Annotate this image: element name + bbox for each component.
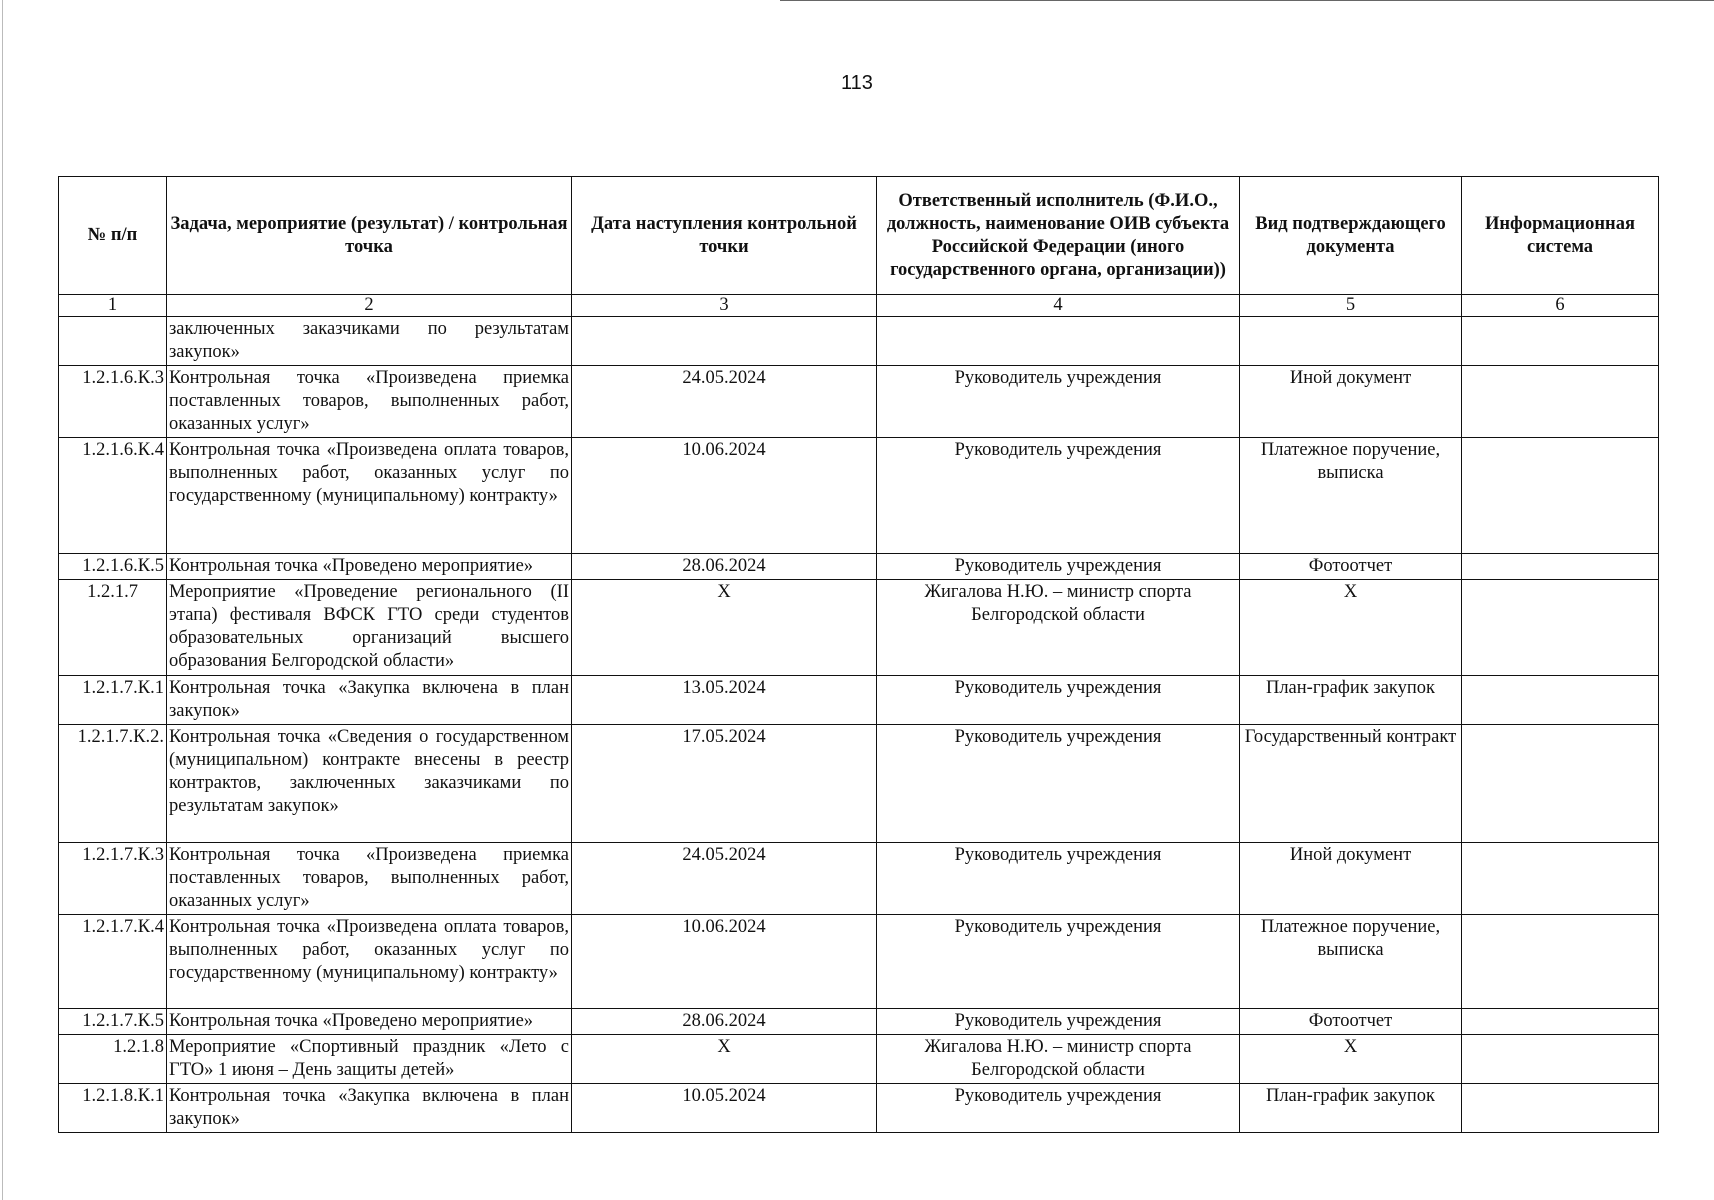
row-number: 1.2.1.8 — [59, 1035, 167, 1084]
row-info-system — [1462, 1009, 1659, 1035]
row-responsible — [877, 317, 1240, 366]
row-info-system — [1462, 366, 1659, 438]
row-number: 1.2.1.7.К.1 — [59, 676, 167, 725]
row-responsible: Руководитель учреждения — [877, 366, 1240, 438]
row-number: 1.2.1.7.К.5 — [59, 1009, 167, 1035]
row-info-system — [1462, 1035, 1659, 1084]
row-number: 1.2.1.7.К.4 — [59, 915, 167, 1009]
row-task: Контрольная точка «Сведения о государственном (муниципальном) контракте внесены в реестр контрактов, заключенных заказчиками по результатам закупок» — [167, 725, 572, 843]
page-number: 113 — [841, 72, 873, 94]
row-responsible: Руководитель учреждения — [877, 438, 1240, 554]
row-info-system — [1462, 1084, 1659, 1133]
row-number — [59, 317, 167, 366]
page-edge-line — [780, 0, 1714, 1]
table-row — [59, 915, 1659, 1009]
row-date: 10.06.2024 — [572, 438, 877, 554]
row-responsible: Жигалова Н.Ю. – министр спорта Белгородской области — [877, 580, 1240, 676]
row-task: Контрольная точка «Произведена оплата товаров, выполненных работ, оказанных услуг по государственному (муниципальному) контракту» — [167, 438, 572, 554]
column-number: 3 — [572, 295, 877, 317]
row-number: 1.2.1.6.К.5 — [59, 554, 167, 580]
row-doc-type: X — [1240, 1035, 1462, 1084]
row-date: 28.06.2024 — [572, 1009, 877, 1035]
row-date: X — [572, 580, 877, 676]
row-responsible: Руководитель учреждения — [877, 915, 1240, 1009]
row-number: 1.2.1.7.К.2. — [59, 725, 167, 843]
row-date: 24.05.2024 — [572, 366, 877, 438]
row-task: Контрольная точка «Проведено мероприятие» — [167, 554, 572, 580]
row-info-system — [1462, 554, 1659, 580]
row-task: Контрольная точка «Произведена приемка поставленных товаров, выполненных работ, оказанных услуг» — [167, 843, 572, 915]
row-date: 13.05.2024 — [572, 676, 877, 725]
header-info-system: Информационная система — [1462, 177, 1659, 295]
row-number: 1.2.1.6.К.4 — [59, 438, 167, 554]
row-responsible: Руководитель учреждения — [877, 1084, 1240, 1133]
row-info-system — [1462, 725, 1659, 843]
header-responsible: Ответственный исполнитель (Ф.И.О., должность, наименование ОИВ субъекта Российской Федерации (иного государственного органа, организации)) — [877, 177, 1240, 295]
row-number: 1.2.1.8.К.1 — [59, 1084, 167, 1133]
row-task: Контрольная точка «Произведена оплата товаров, выполненных работ, оказанных услуг по государственному (муниципальному) контракту» — [167, 915, 572, 1009]
row-date: 10.05.2024 — [572, 1084, 877, 1133]
row-task: Контрольная точка «Закупка включена в план закупок» — [167, 1084, 572, 1133]
row-task: Контрольная точка «Проведено мероприятие» — [167, 1009, 572, 1035]
row-responsible: Руководитель учреждения — [877, 554, 1240, 580]
row-date: 24.05.2024 — [572, 843, 877, 915]
row-task: заключенных заказчиками по результатам закупок» — [167, 317, 572, 366]
row-responsible: Руководитель учреждения — [877, 843, 1240, 915]
row-info-system — [1462, 843, 1659, 915]
column-number-row — [59, 295, 1659, 317]
header-date: Дата наступления контрольной точки — [572, 177, 877, 295]
row-responsible: Руководитель учреждения — [877, 1009, 1240, 1035]
header-num: № п/п — [59, 177, 167, 295]
row-doc-type: Государственный контракт — [1240, 725, 1462, 843]
control-points-table — [58, 176, 1659, 1133]
row-doc-type: Платежное поручение, выписка — [1240, 438, 1462, 554]
header-row — [59, 177, 1659, 295]
table-row — [59, 725, 1659, 843]
column-number: 2 — [167, 295, 572, 317]
column-number: 4 — [877, 295, 1240, 317]
table-row — [59, 1035, 1659, 1084]
row-date: X — [572, 1035, 877, 1084]
table-row — [59, 580, 1659, 676]
table-row — [59, 438, 1659, 554]
row-info-system — [1462, 317, 1659, 366]
table-row — [59, 554, 1659, 580]
row-task: Контрольная точка «Закупка включена в план закупок» — [167, 676, 572, 725]
column-number: 6 — [1462, 295, 1659, 317]
row-date: 10.06.2024 — [572, 915, 877, 1009]
row-doc-type: Фотоотчет — [1240, 1009, 1462, 1035]
row-info-system — [1462, 438, 1659, 554]
row-doc-type: Иной документ — [1240, 366, 1462, 438]
row-task: Мероприятие «Проведение регионального (II этапа) фестиваля ВФСК ГТО среди студентов образовательных организаций высшего образования Белгородской области» — [167, 580, 572, 676]
column-number: 5 — [1240, 295, 1462, 317]
row-date — [572, 317, 877, 366]
row-info-system — [1462, 915, 1659, 1009]
row-responsible: Руководитель учреждения — [877, 725, 1240, 843]
row-doc-type: Платежное поручение, выписка — [1240, 915, 1462, 1009]
table-row — [59, 1009, 1659, 1035]
row-doc-type: X — [1240, 580, 1462, 676]
row-number: 1.2.1.7 — [59, 580, 167, 676]
table-row — [59, 317, 1659, 366]
row-doc-type — [1240, 317, 1462, 366]
header-task: Задача, мероприятие (результат) / контрольная точка — [167, 177, 572, 295]
row-info-system — [1462, 580, 1659, 676]
row-doc-type: План-график закупок — [1240, 1084, 1462, 1133]
table-row — [59, 366, 1659, 438]
header-doc-type: Вид подтверждающего документа — [1240, 177, 1462, 295]
row-info-system — [1462, 676, 1659, 725]
table-row — [59, 1084, 1659, 1133]
row-number: 1.2.1.7.К.3 — [59, 843, 167, 915]
row-task: Контрольная точка «Произведена приемка поставленных товаров, выполненных работ, оказанных услуг» — [167, 366, 572, 438]
page-edge-line-left — [2, 0, 3, 1200]
table-row — [59, 843, 1659, 915]
row-doc-type: Фотоотчет — [1240, 554, 1462, 580]
row-date: 28.06.2024 — [572, 554, 877, 580]
row-doc-type: План-график закупок — [1240, 676, 1462, 725]
row-responsible: Жигалова Н.Ю. – министр спорта Белгородской области — [877, 1035, 1240, 1084]
row-task: Мероприятие «Спортивный праздник «Лето с ГТО» 1 июня – День защиты детей» — [167, 1035, 572, 1084]
row-number: 1.2.1.6.К.3 — [59, 366, 167, 438]
table-row — [59, 676, 1659, 725]
row-date: 17.05.2024 — [572, 725, 877, 843]
row-responsible: Руководитель учреждения — [877, 676, 1240, 725]
row-doc-type: Иной документ — [1240, 843, 1462, 915]
column-number: 1 — [59, 295, 167, 317]
